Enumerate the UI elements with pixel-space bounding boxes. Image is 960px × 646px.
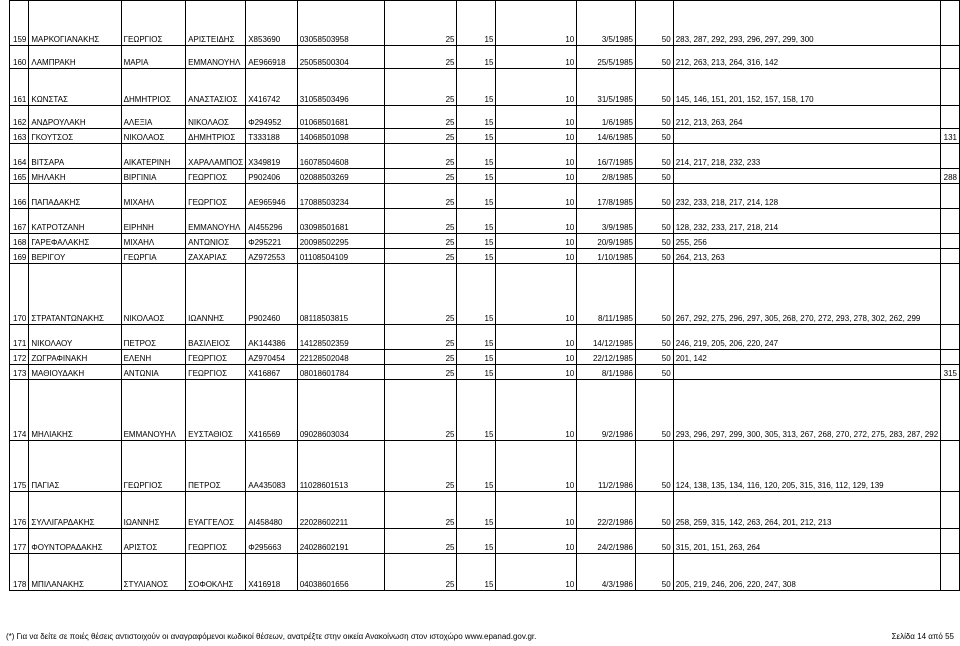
row-number: 164: [10, 144, 29, 169]
code-cell: 03058503958: [297, 1, 385, 46]
surname-cell: ΓΚΟΥΤΣΟΣ: [29, 129, 121, 144]
score-25-cell: 25: [385, 209, 457, 234]
positions-cell: 214, 217, 218, 232, 233: [673, 144, 940, 169]
positions-cell: 128, 232, 233, 217, 218, 214: [673, 209, 940, 234]
id-number-cell: ΑΕ966918: [246, 46, 298, 69]
score-25-cell: 25: [385, 144, 457, 169]
id-number-cell: Χ416569: [246, 380, 298, 441]
table-row: [10, 554, 960, 591]
score-50-cell: 50: [636, 144, 674, 169]
positions-cell: 267, 292, 275, 296, 297, 305, 268, 270, 272, 293, 278, 302, 262, 299: [673, 264, 940, 325]
date-cell: 20/9/1985: [577, 234, 636, 249]
score-25-cell: 25: [385, 350, 457, 365]
score-25-cell: 25: [385, 69, 457, 106]
row-number: 173: [10, 365, 29, 380]
score-15-cell: 15: [457, 441, 496, 492]
page-footer: [0, 628, 960, 646]
positions-cell: 201, 142: [673, 350, 940, 365]
row-number: 178: [10, 554, 29, 591]
extra-code-cell: 288: [941, 169, 960, 184]
id-number-cell: Φ295221: [246, 234, 298, 249]
positions-cell: 264, 213, 263: [673, 249, 940, 264]
date-cell: 8/11/1985: [577, 264, 636, 325]
id-number-cell: Φ295663: [246, 529, 298, 554]
code-cell: 22028602211: [297, 492, 385, 529]
id-number-cell: ΑΑ435083: [246, 441, 298, 492]
table-row: [10, 441, 960, 492]
table-row: [10, 249, 960, 264]
row-number: 175: [10, 441, 29, 492]
score-15-cell: 15: [457, 184, 496, 209]
score-50-cell: 50: [636, 69, 674, 106]
extra-code-cell: [941, 492, 960, 529]
date-cell: 11/2/1986: [577, 441, 636, 492]
date-cell: 22/12/1985: [577, 350, 636, 365]
extra-code-cell: [941, 144, 960, 169]
extra-code-cell: [941, 264, 960, 325]
extra-code-cell: [941, 234, 960, 249]
score-10-cell: 10: [496, 249, 577, 264]
table-row: [10, 106, 960, 129]
code-cell: 04038601656: [297, 554, 385, 591]
score-15-cell: 15: [457, 249, 496, 264]
surname-cell: ΜΑΡΚΟΓΙΑΝΑΚΗΣ: [29, 1, 121, 46]
table-row: [10, 169, 960, 184]
father-name-cell: ΓΕΩΡΓΙΟΣ: [186, 184, 246, 209]
first-name-cell: ΓΕΩΡΓΙΟΣ: [121, 1, 186, 46]
date-cell: 16/7/1985: [577, 144, 636, 169]
extra-code-cell: [941, 209, 960, 234]
table-row: [10, 529, 960, 554]
father-name-cell: ΑΝΑΣΤΑΣΙΟΣ: [186, 69, 246, 106]
table-row: [10, 325, 960, 350]
extra-code-cell: [941, 380, 960, 441]
positions-cell: [673, 365, 940, 380]
date-cell: 24/2/1986: [577, 529, 636, 554]
positions-cell: 293, 296, 297, 299, 300, 305, 313, 267, 268, 270, 272, 275, 283, 287, 292: [673, 380, 940, 441]
score-15-cell: 15: [457, 46, 496, 69]
score-25-cell: 25: [385, 529, 457, 554]
score-25-cell: 25: [385, 169, 457, 184]
score-10-cell: 10: [496, 169, 577, 184]
table-row: [10, 69, 960, 106]
code-cell: 20098502295: [297, 234, 385, 249]
extra-code-cell: [941, 46, 960, 69]
table-row: [10, 492, 960, 529]
score-10-cell: 10: [496, 554, 577, 591]
score-25-cell: 25: [385, 234, 457, 249]
date-cell: 2/8/1985: [577, 169, 636, 184]
id-number-cell: Τ333188: [246, 129, 298, 144]
code-cell: 14128502359: [297, 325, 385, 350]
father-name-cell: ΔΗΜΗΤΡΙΟΣ: [186, 129, 246, 144]
id-number-cell: Χ853690: [246, 1, 298, 46]
date-cell: 17/8/1985: [577, 184, 636, 209]
score-25-cell: 25: [385, 184, 457, 209]
score-10-cell: 10: [496, 209, 577, 234]
score-25-cell: 25: [385, 129, 457, 144]
score-10-cell: 10: [496, 492, 577, 529]
score-15-cell: 15: [457, 169, 496, 184]
positions-cell: 124, 138, 135, 134, 116, 120, 205, 315, 316, 112, 129, 139: [673, 441, 940, 492]
id-number-cell: Ρ902460: [246, 264, 298, 325]
score-25-cell: 25: [385, 106, 457, 129]
score-50-cell: 50: [636, 169, 674, 184]
score-10-cell: 10: [496, 69, 577, 106]
table-row: [10, 144, 960, 169]
id-number-cell: Χ416742: [246, 69, 298, 106]
table-row: [10, 234, 960, 249]
first-name-cell: ΓΕΩΡΓΙΟΣ: [121, 441, 186, 492]
row-number: 167: [10, 209, 29, 234]
score-50-cell: 50: [636, 492, 674, 529]
table-row: [10, 365, 960, 380]
positions-cell: [673, 129, 940, 144]
table-row: [10, 350, 960, 365]
surname-cell: ΜΠΙΛΑΝΑΚΗΣ: [29, 554, 121, 591]
score-25-cell: 25: [385, 365, 457, 380]
score-15-cell: 15: [457, 209, 496, 234]
id-number-cell: ΑΙ458480: [246, 492, 298, 529]
table-row: [10, 129, 960, 144]
score-25-cell: 25: [385, 46, 457, 69]
father-name-cell: ΕΜΜΑΝΟΥΗΛ: [186, 46, 246, 69]
score-15-cell: 15: [457, 234, 496, 249]
positions-cell: 212, 213, 263, 264: [673, 106, 940, 129]
id-number-cell: ΑΕ965946: [246, 184, 298, 209]
score-10-cell: 10: [496, 1, 577, 46]
date-cell: 22/2/1986: [577, 492, 636, 529]
code-cell: 03098501681: [297, 209, 385, 234]
id-number-cell: Χ349819: [246, 144, 298, 169]
father-name-cell: ΓΕΩΡΓΙΟΣ: [186, 365, 246, 380]
positions-cell: 315, 201, 151, 263, 264: [673, 529, 940, 554]
date-cell: 8/1/1986: [577, 365, 636, 380]
row-number: 169: [10, 249, 29, 264]
row-number: 168: [10, 234, 29, 249]
score-15-cell: 15: [457, 529, 496, 554]
score-50-cell: 50: [636, 264, 674, 325]
surname-cell: ΦΟΥΝΤΟΡΑΔΑΚΗΣ: [29, 529, 121, 554]
father-name-cell: ΒΑΣΙΛΕΙΟΣ: [186, 325, 246, 350]
id-number-cell: ΑΖ970454: [246, 350, 298, 365]
father-name-cell: ΕΥΣΤΑΘΙΟΣ: [186, 380, 246, 441]
score-50-cell: 50: [636, 554, 674, 591]
score-25-cell: 25: [385, 492, 457, 529]
father-name-cell: ΣΟΦΟΚΛΗΣ: [186, 554, 246, 591]
id-number-cell: Χ416918: [246, 554, 298, 591]
score-15-cell: 15: [457, 129, 496, 144]
extra-code-cell: [941, 529, 960, 554]
score-50-cell: 50: [636, 249, 674, 264]
father-name-cell: ΕΥΑΓΓΕΛΟΣ: [186, 492, 246, 529]
surname-cell: ΒΕΡΙΓΟΥ: [29, 249, 121, 264]
score-10-cell: 10: [496, 350, 577, 365]
score-50-cell: 50: [636, 234, 674, 249]
score-10-cell: 10: [496, 529, 577, 554]
score-10-cell: 10: [496, 234, 577, 249]
code-cell: 11028601513: [297, 441, 385, 492]
footnote: (*) Για να δείτε σε ποιές θέσεις αντιστοιχούν οι αναγραφόμενοι κωδικοί θέσεων, ανατρέξτε στην οικεία Ανακοίνωση στον ιστοχώρο www.epanad.gov.gr.: [6, 632, 537, 641]
code-cell: 08118503815: [297, 264, 385, 325]
row-number: 171: [10, 325, 29, 350]
first-name-cell: ΕΙΡΗΝΗ: [121, 209, 186, 234]
father-name-cell: ΓΕΩΡΓΙΟΣ: [186, 350, 246, 365]
surname-cell: ΜΗΛΙΑΚΗΣ: [29, 380, 121, 441]
surname-cell: ΖΩΓΡΑΦΙΝΑΚΗ: [29, 350, 121, 365]
first-name-cell: ΣΤΥΛΙΑΝΟΣ: [121, 554, 186, 591]
id-number-cell: ΑΖ972553: [246, 249, 298, 264]
father-name-cell: ΓΕΩΡΓΙΟΣ: [186, 529, 246, 554]
score-10-cell: 10: [496, 144, 577, 169]
score-15-cell: 15: [457, 1, 496, 46]
row-number: 163: [10, 129, 29, 144]
id-number-cell: Ρ902406: [246, 169, 298, 184]
results-table: [9, 0, 960, 591]
score-15-cell: 15: [457, 264, 496, 325]
id-number-cell: Φ294952: [246, 106, 298, 129]
date-cell: 3/9/1985: [577, 209, 636, 234]
father-name-cell: ΓΕΩΡΓΙΟΣ: [186, 169, 246, 184]
positions-cell: 246, 219, 205, 206, 220, 247: [673, 325, 940, 350]
score-25-cell: 25: [385, 1, 457, 46]
first-name-cell: ΑΛΕΞΙΑ: [121, 106, 186, 129]
extra-code-cell: [941, 184, 960, 209]
father-name-cell: ΧΑΡΑΛΑΜΠΟΣ: [186, 144, 246, 169]
surname-cell: ΠΑΠΑΔΑΚΗΣ: [29, 184, 121, 209]
score-15-cell: 15: [457, 554, 496, 591]
code-cell: 22128502048: [297, 350, 385, 365]
score-25-cell: 25: [385, 554, 457, 591]
surname-cell: ΜΑΘΙΟΥΔΑΚΗ: [29, 365, 121, 380]
first-name-cell: ΓΕΩΡΓΙΑ: [121, 249, 186, 264]
row-number: 165: [10, 169, 29, 184]
score-50-cell: 50: [636, 529, 674, 554]
surname-cell: ΜΗΛΑΚΗ: [29, 169, 121, 184]
surname-cell: ΠΑΓΙΑΣ: [29, 441, 121, 492]
score-50-cell: 50: [636, 1, 674, 46]
extra-code-cell: [941, 1, 960, 46]
first-name-cell: ΜΙΧΑΗΛ: [121, 234, 186, 249]
date-cell: 4/3/1986: [577, 554, 636, 591]
code-cell: 08018601784: [297, 365, 385, 380]
first-name-cell: ΑΝΤΩΝΙΑ: [121, 365, 186, 380]
code-cell: 25058500304: [297, 46, 385, 69]
score-50-cell: 50: [636, 46, 674, 69]
surname-cell: ΛΑΜΠΡΑΚΗ: [29, 46, 121, 69]
score-50-cell: 50: [636, 209, 674, 234]
first-name-cell: ΒΙΡΓΙΝΙΑ: [121, 169, 186, 184]
date-cell: 1/10/1985: [577, 249, 636, 264]
row-number: 172: [10, 350, 29, 365]
code-cell: 31058503496: [297, 69, 385, 106]
score-25-cell: 25: [385, 264, 457, 325]
father-name-cell: ΖΑΧΑΡΙΑΣ: [186, 249, 246, 264]
first-name-cell: ΝΙΚΟΛΑΟΣ: [121, 129, 186, 144]
first-name-cell: ΜΙΧΑΗΛ: [121, 184, 186, 209]
score-10-cell: 10: [496, 380, 577, 441]
date-cell: 3/5/1985: [577, 1, 636, 46]
first-name-cell: ΔΗΜΗΤΡΙΟΣ: [121, 69, 186, 106]
score-15-cell: 15: [457, 492, 496, 529]
surname-cell: ΣΥΛΛΙΓΑΡΔΑΚΗΣ: [29, 492, 121, 529]
surname-cell: ΚΑΤΡΟΤΖΑΝΗ: [29, 209, 121, 234]
score-50-cell: 50: [636, 365, 674, 380]
father-name-cell: ΕΜΜΑΝΟΥΗΛ: [186, 209, 246, 234]
extra-code-cell: [941, 350, 960, 365]
row-number: 162: [10, 106, 29, 129]
score-50-cell: 50: [636, 325, 674, 350]
score-10-cell: 10: [496, 365, 577, 380]
code-cell: 01068501681: [297, 106, 385, 129]
surname-cell: ΑΝΔΡΟΥΛΑΚΗ: [29, 106, 121, 129]
code-cell: 24028602191: [297, 529, 385, 554]
row-number: 177: [10, 529, 29, 554]
table-row: [10, 184, 960, 209]
row-number: 166: [10, 184, 29, 209]
positions-cell: 145, 146, 151, 201, 152, 157, 158, 170: [673, 69, 940, 106]
first-name-cell: ΑΡΙΣΤΟΣ: [121, 529, 186, 554]
score-50-cell: 50: [636, 380, 674, 441]
id-number-cell: Χ416867: [246, 365, 298, 380]
score-15-cell: 15: [457, 325, 496, 350]
id-number-cell: ΑΙ455296: [246, 209, 298, 234]
id-number-cell: ΑΚ144386: [246, 325, 298, 350]
positions-cell: 232, 233, 218, 217, 214, 128: [673, 184, 940, 209]
extra-code-cell: 315: [941, 365, 960, 380]
score-15-cell: 15: [457, 350, 496, 365]
score-10-cell: 10: [496, 441, 577, 492]
code-cell: 01108504109: [297, 249, 385, 264]
score-50-cell: 50: [636, 350, 674, 365]
date-cell: 14/6/1985: [577, 129, 636, 144]
first-name-cell: ΙΩΑΝΝΗΣ: [121, 492, 186, 529]
surname-cell: ΝΙΚΟΛΑΟΥ: [29, 325, 121, 350]
score-10-cell: 10: [496, 106, 577, 129]
score-10-cell: 10: [496, 184, 577, 209]
page-number: Σελίδα 14 από 55: [891, 632, 954, 641]
date-cell: 14/12/1985: [577, 325, 636, 350]
date-cell: 31/5/1985: [577, 69, 636, 106]
row-number: 160: [10, 46, 29, 69]
surname-cell: ΒΙΤΣΑΡΑ: [29, 144, 121, 169]
score-50-cell: 50: [636, 129, 674, 144]
score-25-cell: 25: [385, 441, 457, 492]
code-cell: 02088503269: [297, 169, 385, 184]
table-row: [10, 1, 960, 46]
row-number: 176: [10, 492, 29, 529]
surname-cell: ΓΑΡΕΦΑΛΑΚΗΣ: [29, 234, 121, 249]
first-name-cell: ΜΑΡΙΑ: [121, 46, 186, 69]
score-15-cell: 15: [457, 69, 496, 106]
positions-cell: 205, 219, 246, 206, 220, 247, 308: [673, 554, 940, 591]
extra-code-cell: [941, 69, 960, 106]
first-name-cell: ΕΜΜΑΝΟΥΗΛ: [121, 380, 186, 441]
first-name-cell: ΝΙΚΟΛΑΟΣ: [121, 264, 186, 325]
code-cell: 14068501098: [297, 129, 385, 144]
table-row: [10, 209, 960, 234]
row-number: 161: [10, 69, 29, 106]
table-body: [10, 1, 960, 591]
score-10-cell: 10: [496, 325, 577, 350]
table-row: [10, 264, 960, 325]
date-cell: 25/5/1985: [577, 46, 636, 69]
extra-code-cell: [941, 325, 960, 350]
surname-cell: ΚΩΝΣΤΑΣ: [29, 69, 121, 106]
row-number: 159: [10, 1, 29, 46]
extra-code-cell: [941, 249, 960, 264]
extra-code-cell: [941, 554, 960, 591]
table-row: [10, 46, 960, 69]
row-number: 174: [10, 380, 29, 441]
father-name-cell: ΑΝΤΩΝΙΟΣ: [186, 234, 246, 249]
positions-cell: [673, 169, 940, 184]
code-cell: 17088503234: [297, 184, 385, 209]
extra-code-cell: 131: [941, 129, 960, 144]
score-50-cell: 50: [636, 184, 674, 209]
extra-code-cell: [941, 106, 960, 129]
positions-cell: 283, 287, 292, 293, 296, 297, 299, 300: [673, 1, 940, 46]
father-name-cell: ΝΙΚΟΛΑΟΣ: [186, 106, 246, 129]
score-15-cell: 15: [457, 144, 496, 169]
row-number: 170: [10, 264, 29, 325]
date-cell: 9/2/1986: [577, 380, 636, 441]
positions-cell: 255, 256: [673, 234, 940, 249]
surname-cell: ΣΤΡΑΤΑΝΤΩΝΑΚΗΣ: [29, 264, 121, 325]
score-15-cell: 15: [457, 365, 496, 380]
positions-cell: 212, 263, 213, 264, 316, 142: [673, 46, 940, 69]
score-50-cell: 50: [636, 106, 674, 129]
score-15-cell: 15: [457, 106, 496, 129]
score-25-cell: 25: [385, 380, 457, 441]
score-50-cell: 50: [636, 441, 674, 492]
score-10-cell: 10: [496, 264, 577, 325]
first-name-cell: ΕΛΕΝΗ: [121, 350, 186, 365]
score-25-cell: 25: [385, 249, 457, 264]
father-name-cell: ΙΩΑΝΝΗΣ: [186, 264, 246, 325]
first-name-cell: ΠΕΤΡΟΣ: [121, 325, 186, 350]
score-10-cell: 10: [496, 129, 577, 144]
father-name-cell: ΠΕΤΡΟΣ: [186, 441, 246, 492]
table-row: [10, 380, 960, 441]
father-name-cell: ΑΡΙΣΤΕΙΔΗΣ: [186, 1, 246, 46]
positions-cell: 258, 259, 315, 142, 263, 264, 201, 212, 213: [673, 492, 940, 529]
score-25-cell: 25: [385, 325, 457, 350]
score-15-cell: 15: [457, 380, 496, 441]
code-cell: 16078504608: [297, 144, 385, 169]
extra-code-cell: [941, 441, 960, 492]
first-name-cell: ΑΙΚΑΤΕΡΙΝΗ: [121, 144, 186, 169]
date-cell: 1/6/1985: [577, 106, 636, 129]
code-cell: 09028603034: [297, 380, 385, 441]
score-10-cell: 10: [496, 46, 577, 69]
